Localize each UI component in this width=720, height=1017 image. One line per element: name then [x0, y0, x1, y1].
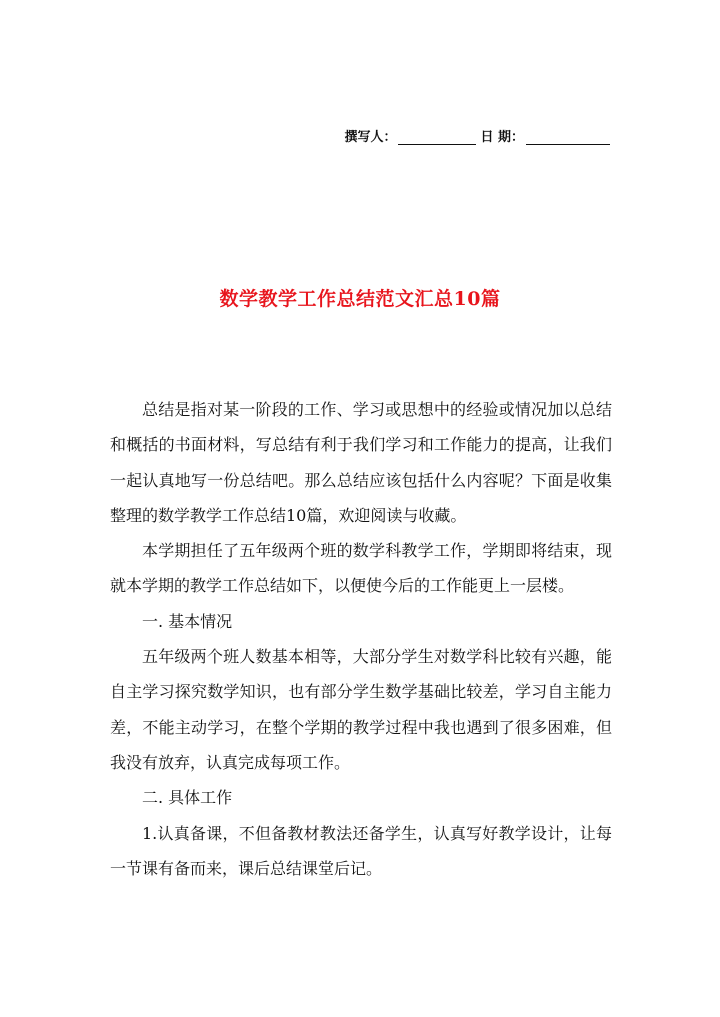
paragraph-overview: 本学期担任了五年级两个班的数学科教学工作，学期即将结束，现就本学期的教学工作总结如下，以便使今后的工作能更上一层楼。 [110, 541, 612, 596]
section-heading-work: 二. 具体工作 [142, 788, 233, 808]
document-body [110, 392, 612, 886]
paragraph-work-item-1: 1.认真备课，不但备教材教法还备学生，认真写好教学设计，让每一节课有备而来，课后总结课堂后记。 [110, 823, 612, 878]
author-label: 撰写人： [344, 130, 397, 145]
section-heading-basic: 一. 基本情况 [142, 611, 233, 631]
paragraph-basic-situation: 五年级两个班人数基本相等，大部分学生对数学科比较有兴趣，能自主学习探究数学知识，也有部分学生数学基础比较差，学习自主能力差，不能主动学习，在整个学期的教学过程中我也遇到了很多困难，但我没有放弃，认真完成每项工作。 [110, 647, 612, 772]
header-signature-line [344, 126, 612, 145]
date-blank-line [526, 130, 610, 145]
document-title: 数学教学工作总结范文汇总10篇 [219, 288, 501, 310]
date-label: 日 期： [480, 130, 524, 145]
author-blank-line [398, 130, 476, 145]
paragraph-intro: 总结是指对某一阶段的工作、学习或思想中的经验或情况加以总结和概括的书面材料，写总结有利于我们学习和工作能力的提高，让我们一起认真地写一份总结吧。那么总结应该包括什么内容呢？下面是收集整理的数学教学工作总结10篇，欢迎阅读与收藏。 [110, 400, 612, 525]
